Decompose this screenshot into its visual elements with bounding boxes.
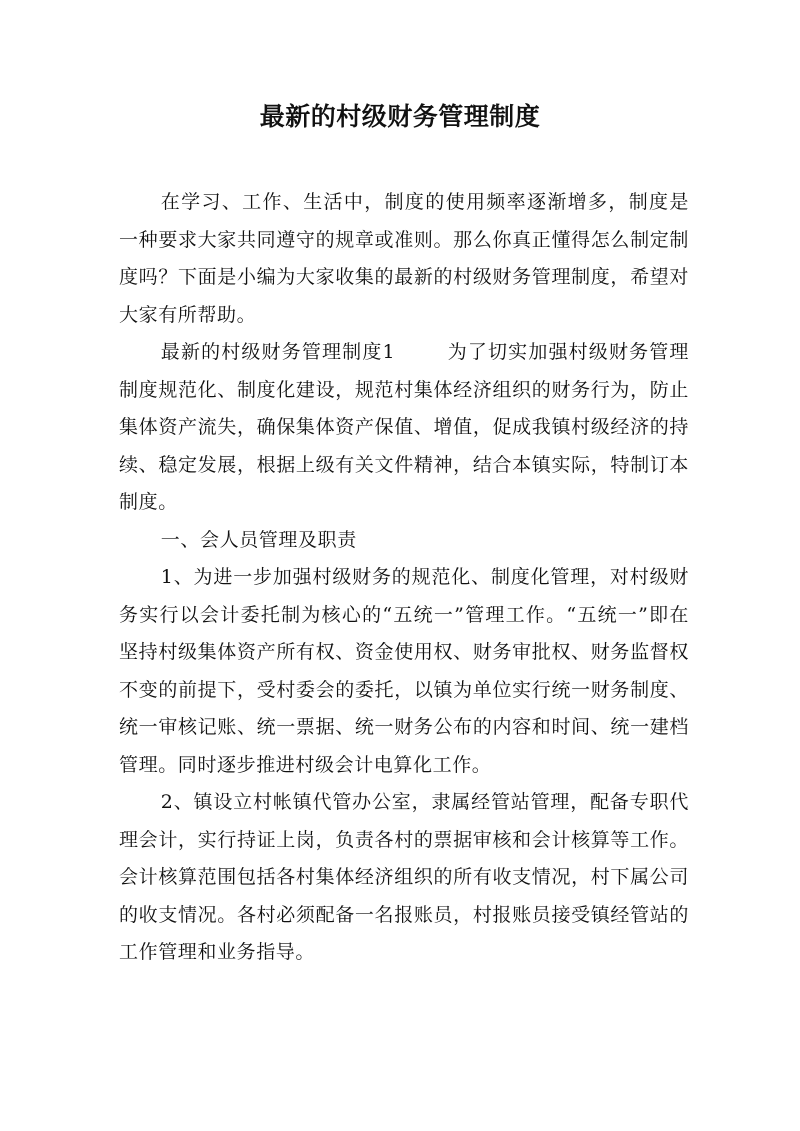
- item-1-paragraph: 1、为进一步加强村级财务的规范化、制度化管理，对村级财务实行以会计委托制为核心的“五统一”管理工作。“五统一”即在坚持村级集体资产所有权、资金使用权、财务审批权、财务监督权不变的前提下，受村委会的委托，以镇为单位实行统一财务制度、统一审核记账、统一票据、统一财务公布的内容和时间、统一建档管理。同时逐步推进村级会计电算化工作。: [119, 566, 689, 776]
- item-2-paragraph: 2、镇设立村帐镇代管办公室，隶属经管站管理，配备专职代理会计，实行持证上岗，负责各村的票据审核和会计核算等工作。会计核算范围包括各村集体经济组织的所有收支情况，村下属公司的收支情况。各村必须配备一名报账员，村报账员接受镇经管站的工作管理和业务指导。: [119, 791, 689, 963]
- section-1-paragraph: [119, 334, 689, 522]
- document-title: 最新的村级财务管理制度: [259, 102, 541, 131]
- heading-1: 一、会人员管理及职责: [160, 528, 357, 551]
- document-body: [119, 184, 689, 972]
- section-1-label: 最新的村级财务管理制度1: [160, 341, 396, 363]
- section-1-text: 为了切实加强村级财务管理制度规范化、制度化建设，规范村集体经济组织的财务行为，防止集体资产流失，确保集体资产保值、增值，促成我镇村级经济的持续、稳定发展，根据上级有关文件精神，结合本镇实际，特制订本制度。: [119, 341, 690, 513]
- intro-paragraph: 在学习、工作、生活中，制度的使用频率逐渐增多，制度是一种要求大家共同遵守的规章或准则。那么你真正懂得怎么制定制度吗？下面是小编为大家收集的最新的村级财务管理制度，希望对大家有所帮助。: [119, 191, 689, 326]
